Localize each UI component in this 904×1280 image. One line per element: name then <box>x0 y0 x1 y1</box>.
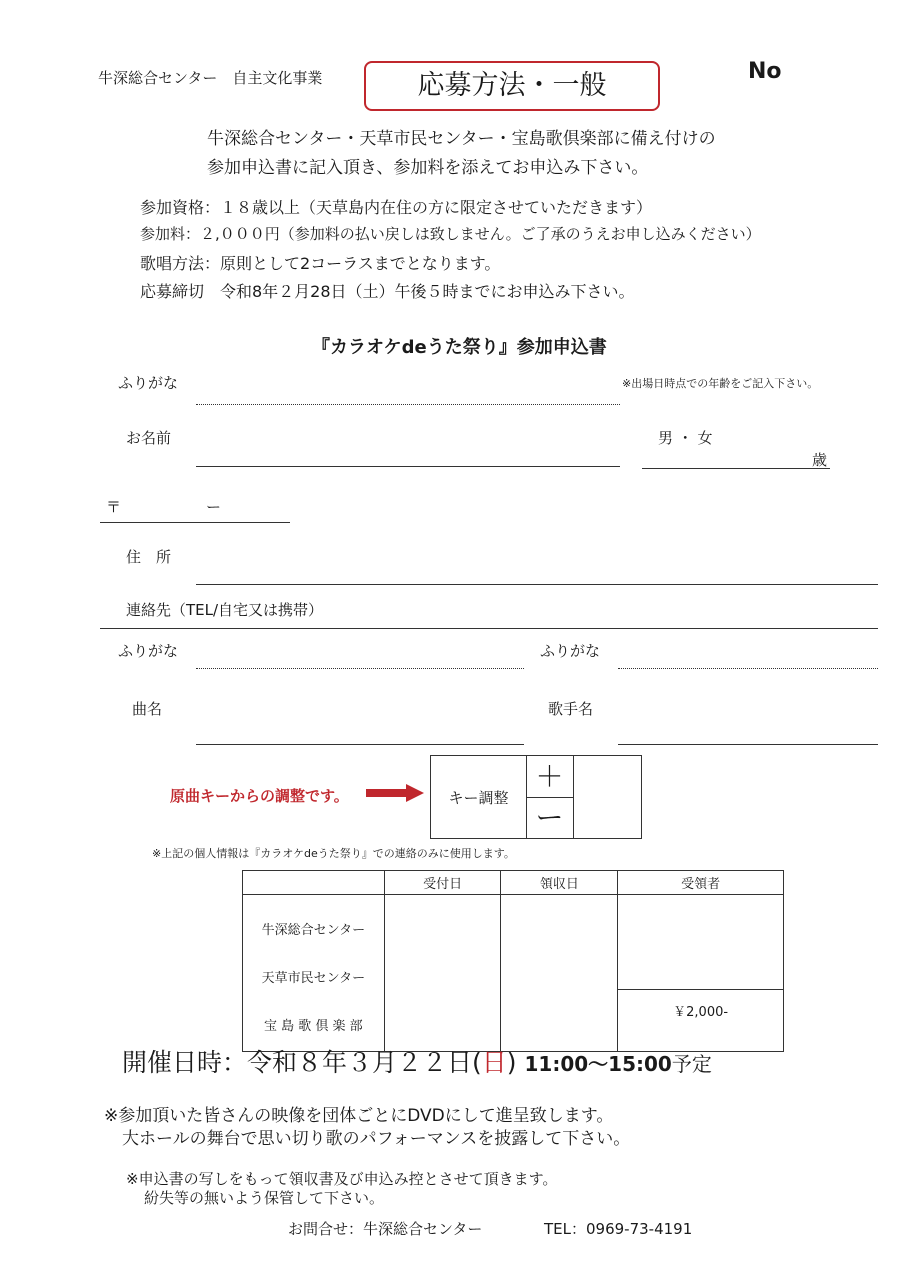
eligibility-text: 参加資格：１８歳以上（天草島内在住の方に限定させていただきます） <box>140 198 653 217</box>
key-adjust-label: キー調整 <box>448 789 509 807</box>
age-note: ※出場日時点での年齢をご記入下さい。 <box>622 377 819 390</box>
singer-input-line[interactable] <box>618 744 878 745</box>
dvd-note-1: ※参加頂いた皆さんの映像を団体ごとにDVDにして進呈致します。 <box>104 1106 614 1126</box>
intro-line-1: 牛深総合センター・天草市民センター・宝島歌倶楽部に備え付けの <box>207 129 716 149</box>
key-minus-cell[interactable]: ー <box>535 801 564 834</box>
singer-furigana-input-line[interactable] <box>618 668 878 669</box>
table-header: 領収日 <box>501 871 618 895</box>
postal-input-line[interactable] <box>100 522 290 523</box>
contact-label: 連絡先（TEL/自宅又は携帯） <box>126 601 324 619</box>
dvd-note-2: 大ホールの舞台で思い切り歌のパフォーマンスを披露して下さい。 <box>122 1129 631 1149</box>
name-input-line[interactable] <box>196 466 620 467</box>
form-title: 『カラオケdeうた祭り』参加申込書 <box>312 337 607 358</box>
event-date-line <box>122 1043 712 1079</box>
table-row-label: 宝 島 歌 倶 楽 部 <box>264 1019 363 1034</box>
address-label: 住 所 <box>126 548 172 566</box>
singer-furigana-label: ふりがな <box>540 642 601 660</box>
arrow-right-icon <box>366 784 426 802</box>
song-furigana-label: ふりがな <box>118 642 179 660</box>
event-day: 日 <box>481 1048 507 1077</box>
method-text: 歌唱方法：原則として2コーラスまでとなります。 <box>140 254 501 273</box>
age-unit: 歳 <box>812 451 828 469</box>
table-row-label: 天草市民センター <box>261 971 366 986</box>
privacy-note: ※上記の個人情報は『カラオケdeうた祭り』での連絡のみに使用します。 <box>152 847 515 860</box>
contact-input-line[interactable] <box>100 628 878 629</box>
event-date-prefix: 開催日時：令和８年３月２２日( <box>122 1048 482 1077</box>
receipt-date-cell[interactable] <box>501 895 618 1052</box>
inquiry-label: お問合せ：牛深総合センター <box>288 1220 483 1238</box>
page-title: 応募方法・一般 <box>417 70 607 101</box>
postal-mark: 〒 <box>106 498 122 516</box>
receipt-note-1: ※申込書の写しをもって領収書及び申込み控とさせて頂きます。 <box>126 1170 558 1188</box>
fee-text: 参加料：２,０００円（参加料の払い戻しは致しません。ご了承のうえお申し込みください） <box>140 225 761 243</box>
intro-line-2: 参加申込書に記入頂き、参加料を添えてお申込み下さい。 <box>207 158 649 178</box>
page-title-box <box>364 61 660 111</box>
table-header: 受領者 <box>618 871 784 895</box>
received-date-cell[interactable] <box>384 895 501 1052</box>
table-row-labels <box>243 895 385 1052</box>
age-input-line[interactable] <box>642 468 830 469</box>
key-plus-cell[interactable]: ＋ <box>535 760 564 793</box>
table-header: 受付日 <box>384 871 501 895</box>
address-input-line[interactable] <box>196 584 878 585</box>
song-furigana-input-line[interactable] <box>196 668 524 669</box>
event-time: 11:00～15:00 <box>524 1052 672 1076</box>
deadline-text: 応募締切 令和8年２月28日（土）午後５時までにお申込み下さい。 <box>140 282 635 301</box>
table-row-label: 牛深総合センター <box>261 923 366 938</box>
postal-dash: ー <box>206 498 222 516</box>
table-header <box>243 871 385 895</box>
key-adjust-box <box>430 755 642 839</box>
song-input-line[interactable] <box>196 744 524 745</box>
gender-choice[interactable]: 男 ・ 女 <box>658 429 713 447</box>
number-label: No <box>748 59 782 84</box>
organizer-label: 牛深総合センター 自主文化事業 <box>98 69 323 87</box>
key-note: 原曲キーからの調整です。 <box>170 787 349 805</box>
furigana-label: ふりがな <box>118 374 179 392</box>
event-plan: 予定 <box>671 1052 712 1076</box>
inquiry-tel[interactable]: TEL：0969-73-4191 <box>544 1220 693 1238</box>
receipt-note-2: 紛失等の無いよう保管して下さい。 <box>144 1189 385 1207</box>
name-label: お名前 <box>126 429 172 447</box>
fee-amount: ￥2,000- <box>673 1005 729 1020</box>
event-date-suffix: ) <box>506 1048 517 1077</box>
song-label: 曲名 <box>132 700 163 718</box>
furigana-input-line[interactable] <box>196 404 620 405</box>
recipient-cell[interactable] <box>618 895 784 1052</box>
singer-label: 歌手名 <box>548 700 594 718</box>
office-use-table <box>242 870 784 1052</box>
